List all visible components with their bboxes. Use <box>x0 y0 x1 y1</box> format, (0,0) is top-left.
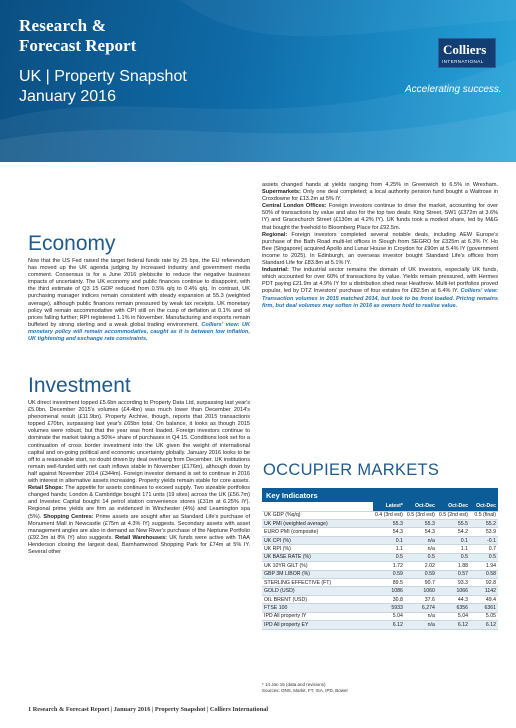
supermarkets-text: Only one deal completed; a local authority pension fund bought a Waitrose in Croxdowne for £13.2m at 5% IY. <box>262 189 498 203</box>
report-subtitle-line1: UK | Property Snapshot <box>19 68 187 85</box>
table-cell: 6356 <box>437 604 470 612</box>
table-row <box>262 553 498 561</box>
table-cell: 5.04 <box>437 612 470 620</box>
table-cell: 5.04 <box>373 612 405 620</box>
supermarkets-label: Supermarkets: <box>262 189 301 196</box>
table-row <box>262 595 498 603</box>
row-label: STERLING EFFECTIVE (FT) <box>262 579 373 587</box>
table-cell: 5.05 <box>470 612 498 620</box>
table-cell: 1.1 <box>437 545 470 553</box>
table-row <box>262 621 498 629</box>
table-cell: 0.5 <box>437 553 470 561</box>
right-column-body <box>262 182 498 310</box>
investment-colliers-view: Colliers' view: Transaction volumes in 2015 matched 2014, but look to be front loaded. Pricing remains firm, but deal volumes may soften in 2016 as owners hold to realise value. <box>262 288 498 309</box>
economy-colliers-view: Colliers' view: UK monetary policy will remain accommodative, caught as it is between low inflation, UK tightening and exchange rate constraints. <box>28 321 251 343</box>
table-cell: 0.5 <box>470 553 498 561</box>
page-footer: 1 Research & Forecast Report | January 2016 | Property Snapshot | Colliers International <box>28 706 269 713</box>
tagline: Accelerating success. <box>405 84 502 95</box>
table-cell: n/a <box>405 612 437 620</box>
table-cell: 0.1 <box>437 536 470 544</box>
industrial-label: Industrial: <box>262 267 289 274</box>
retail-warehouses-continued: assets changed hands at yields ranging from 4.25% in Greenwich to 6.5% in Wrexham. <box>262 182 498 188</box>
table-cell: 54.2 <box>437 528 470 536</box>
industrial-text: The industrial sector remains the domain of UK investors, especially UK funds, which accounted for over 60% of transactions by value. Yields remain pressured, with Hermes PDT paying £21.9m at 4.9% IY for a distribution shed near Heathrow. Multi-let portfolios proved popular, led by DTZ Investors' purchase of four estates for £82.5m at 6.4% IY. <box>262 267 498 295</box>
table-cell: 0.59 <box>405 570 437 578</box>
table-header-row <box>262 502 498 511</box>
key-indicators-title: Key Indicators <box>262 488 498 502</box>
table-row <box>262 604 498 612</box>
retail-warehouses-label: Retail Warehouses: <box>115 534 168 541</box>
table-cell: 6.12 <box>373 621 405 629</box>
table-cell: 1.88 <box>437 562 470 570</box>
table-cell: 0.58 <box>470 570 498 578</box>
table-cell: 1.1 <box>373 545 405 553</box>
colliers-logo <box>438 38 496 68</box>
table-row <box>262 528 498 536</box>
table-cell: 0.7 <box>470 545 498 553</box>
table-cell: 55.2 <box>470 519 498 527</box>
table-cell: 49.4 <box>470 595 498 603</box>
row-label: IPD All property EY <box>262 621 373 629</box>
row-label: UK CPI (%) <box>262 536 373 544</box>
table-cell: 92.8 <box>470 579 498 587</box>
row-label: IPD All property IY <box>262 612 373 620</box>
table-cell: n/a <box>405 621 437 629</box>
table-cell: 0.5 <box>405 553 437 561</box>
table-row <box>262 587 498 595</box>
table-cell: 44.3 <box>437 595 470 603</box>
table-cell: 0.5 (3rd est) <box>406 512 435 519</box>
table-row <box>262 536 498 544</box>
table-cell: 0.1 <box>373 536 405 544</box>
table-cell: 0.57 <box>437 570 470 578</box>
table-cell: 6361 <box>470 604 498 612</box>
table-cell: 89.5 <box>373 579 405 587</box>
economy-heading: Economy <box>28 232 116 255</box>
logo-wordmark: Colliers <box>443 42 487 57</box>
table-cell: 1.94 <box>470 562 498 570</box>
table-cell: n/a <box>405 536 437 544</box>
retail-warehouses-text: UK funds were active with TIAA Henderson closing the largest deal, Barnhamwood Shopping Park for £74m at 5% IY. Several other <box>28 534 250 555</box>
shopping-centres-label: Shopping Centres: <box>43 513 94 520</box>
report-date: January 2016 <box>19 88 116 105</box>
occupier-markets-heading: OCCUPIER MARKETS <box>263 461 440 479</box>
table-row <box>262 579 498 587</box>
table-cell: 0.5 <box>373 553 405 561</box>
column-header: Oct-Dec <box>437 502 470 511</box>
regional-text: Foreign investors completed several notable deals, including AEW Europe's purchase of the Bath Road multi-let offices in Slough from SEGRO for £325m at 6.3% IY. Ho Bee (Singapore) acquired Apollo and Lunar House in Croydon for £90m at 5.4% IY (government income to 2025). In Edinburgh, an overseas investor bought Standard Life's offices from Standard Life for £83.8m at 5.1% IY. <box>262 231 498 267</box>
table-cell: 90.7 <box>405 579 437 587</box>
table-cell: 55.3 <box>405 519 437 527</box>
table-cell: 0.4 (3rd est) <box>374 512 403 519</box>
table-cell: 6.12 <box>470 621 498 629</box>
table-cell: 2.02 <box>405 562 437 570</box>
footnote-date: * 14 Jan 16 (data and revisions) <box>262 682 326 687</box>
table-cell: 1142 <box>470 587 498 595</box>
table-cell: 37.6 <box>405 595 437 603</box>
row-label: UK 10YR GILT (%) <box>262 562 373 570</box>
key-indicators-table <box>262 488 498 678</box>
table-cell: 0.5 (final) <box>470 511 498 519</box>
table-cell: 1086 <box>373 587 405 595</box>
table-cell: 54.3 <box>373 528 405 536</box>
retail-shops-label: Retail Shops: <box>28 485 64 492</box>
row-label: EURO PMI (composite) <box>262 528 373 536</box>
table-row-gdp <box>262 511 498 519</box>
table-row <box>262 612 498 620</box>
row-label: OIL BRENT (USD) <box>262 595 373 603</box>
table-cell: 6.12 <box>437 621 470 629</box>
table-cell: 55.3 <box>373 519 405 527</box>
retail-shops-text: The appetite for assets continues to exceed supply. Two sizeable portfolios changed hands; London & Cambridge bought 171 units (19 sites) across the UK (£56.7m) and Investec Capital bought 14 petrol station convenience stores (£31m at 6.25% IY). Regional prime yields are firm as evidenced in Winchester (4%) and Leamington spa (5%). <box>28 485 250 520</box>
table-footnote <box>262 682 348 693</box>
column-header: Oct-Dec <box>470 502 498 511</box>
table-cell: 30.8 <box>373 595 405 603</box>
table-cell: 5933 <box>373 604 405 612</box>
regional-label: Regional: <box>262 231 288 238</box>
report-title-line2: Forecast Report <box>19 36 137 55</box>
table-cell: 1066 <box>437 587 470 595</box>
table-cell: 1.72 <box>373 562 405 570</box>
indicators-grid <box>262 502 498 630</box>
logo-subtext: INTERNATIONAL <box>442 59 484 64</box>
central-london-offices-text: Foreign investors continue to drive the market, accounting for over 50% of transactions by value and also for the top two deals: King Street, SW1 (£372m at 3.6% IY) and Gracechurch Street (£130m at 4.2% IY). UK funds took a modest share, led by M&G that bought the freehold to Bloomberg Place for £92.5m. <box>262 203 498 231</box>
investment-body <box>28 400 250 556</box>
report-header <box>0 0 516 162</box>
table-cell: 54.3 <box>405 528 437 536</box>
table-row <box>262 562 498 570</box>
footnote-sources: Sources: ONS, Markit, FT, ISA, IPD, Bower <box>262 687 349 693</box>
economy-body <box>28 258 250 343</box>
table-cell: 0.5 (2nd est) <box>438 512 468 519</box>
table-cell: -0.1 <box>470 536 498 544</box>
table-row <box>262 545 498 553</box>
report-title-line1: Research & <box>19 16 107 35</box>
row-label: GOLD (USD) <box>262 587 373 595</box>
table-cell: 53.9 <box>470 528 498 536</box>
table-row <box>262 519 498 527</box>
table-cell: 55.5 <box>437 519 470 527</box>
table-cell: 0.59 <box>373 570 405 578</box>
investment-text: UK direct investment topped £5.6bn according to Property Data Ltd, surpassing last year's £5.0bn. December 2015's volumes (£4.4bn) was much lower than December 2014's phenomenal result (£11.9bn). Property Archive, though, reports that 2015 transactions topped £70bn, surpassing last year's £65bn total. On balance, it looks as though 2015 volumes were robust, but that the year was front loaded. Foreign investors continue to dominate the market taking a 50%+ share of purchases in Q4 15. Conditions look set for a continuation of cross border investment into the UK given the weight of international capital and on-going political and economic uncertainty globally. January 2016 looks to be off to a reasonable start, no doubt driven by deal overhang from December. UK institutions remain well-funded with net cash inflows stable in November (£176m), although down by half against November 2014 (£344m). Foreign investor demand is set to continue in 2016 with interest in alternative assets increasing. Property yields remain stable for core assets. <box>28 400 250 485</box>
column-header: Oct-Dec <box>405 502 437 511</box>
row-label: FTSE 100 <box>262 604 373 612</box>
shopping-centres-text: Prime assets are sought after as Standard Life's purchase of Monument Mall in Newcastle (£75m at 4.3% IY) suggests. Secondary assets with asset management angles are also in demand as New River's purchase of the Neptune Portfolio (£92.3m at 8% IY) also suggests. <box>28 513 250 541</box>
column-header: Latest* <box>373 502 405 511</box>
economy-text: Now that the US Fed raised the target federal funds rate by 25 bps, the EU referendum has moved up the UK agenda judging by increased industry and government media comment. Consensus is for a June 2016 plebiscite to reduce the negative business impacts of uncertainty. The UK economy and public finances continue to disappoint, with the third estimate of Q3 15 GDP reduced from 0.5% q/q to 0.4% q/q. In contrast, UK purchasing manager indices remain consistent with steady expansion at 55.3 (weighted average), although public finances remain pressured by weak tax receipts. UK monetary policy will remain accommodative with CPI still on the cusp of deflation at 0.1% and oil prices falling further; RPI registered 1.1% in November. Manufacturing and exports remain buffeted by strong sterling and a weak global trading environment. <box>28 258 250 328</box>
central-london-offices-label: Central London Offices: <box>262 203 327 210</box>
row-label: UK BASE RATE (%) <box>262 553 373 561</box>
table-cell: 6,274 <box>405 604 437 612</box>
table-cell: 93.3 <box>437 579 470 587</box>
table-cell: n/a <box>405 545 437 553</box>
row-label: UK PMI (weighted average) <box>262 519 373 527</box>
row-label: GBP 3M LIBOR (%) <box>262 570 373 578</box>
table-cell: 1060 <box>405 587 437 595</box>
table-row <box>262 570 498 578</box>
row-label: UK GDP (%q/q) <box>262 511 373 519</box>
investment-heading: Investment <box>28 374 131 397</box>
row-label: UK RPI (%) <box>262 545 373 553</box>
